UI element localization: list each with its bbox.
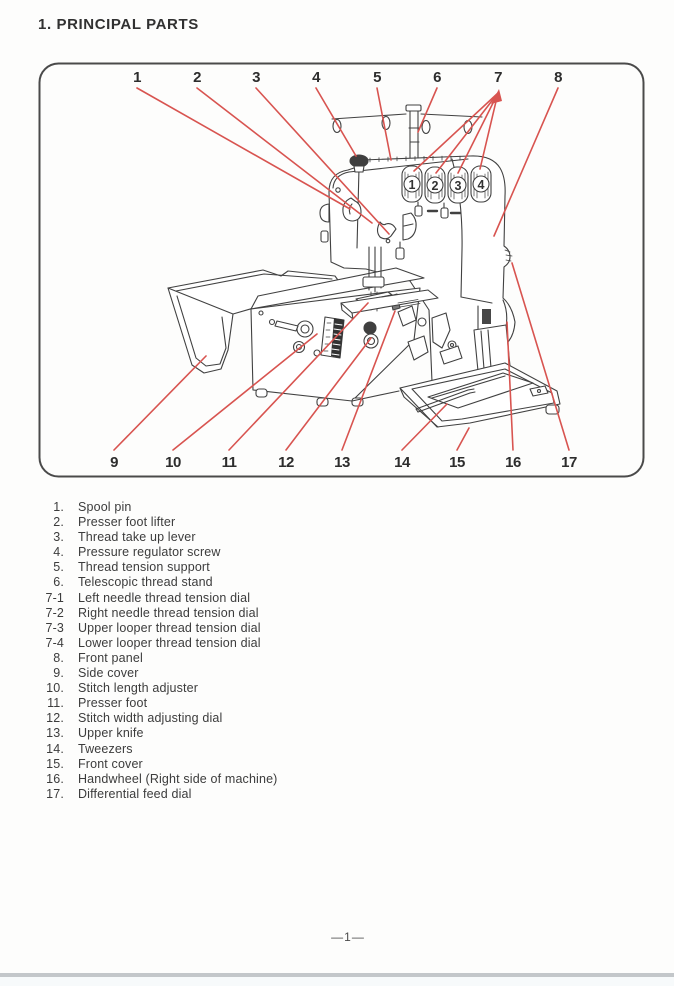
parts-list-item (38, 560, 458, 575)
callout-8: 8 (554, 69, 562, 86)
callout-4: 4 (312, 69, 320, 86)
part-label: Upper looper thread tension dial (78, 620, 261, 635)
part-number: 13. (46, 726, 64, 741)
callout-7: 7 (494, 69, 502, 86)
part-number: 16. (46, 771, 64, 786)
machine-illustration (168, 105, 560, 427)
dial-number-1: 1 (408, 178, 416, 192)
part-label: Differential feed dial (78, 786, 192, 801)
part-number: 7-2 (45, 605, 64, 620)
part-label: Telescopic thread stand (78, 575, 213, 590)
part-label: Presser foot lifter (78, 515, 176, 530)
parts-list-item (38, 575, 458, 590)
parts-list-item (38, 726, 458, 741)
parts-list-item (38, 591, 458, 606)
callout-16: 16 (505, 454, 521, 471)
body-slot (482, 309, 491, 324)
stitch-width-dial (364, 322, 376, 334)
parts-list-item (38, 787, 458, 802)
parts-list-item (38, 757, 458, 772)
part-number: 1. (53, 500, 64, 514)
callout-3: 3 (252, 69, 260, 86)
page-title: 1. PRINCIPAL PARTS (38, 16, 199, 33)
callout-9: 9 (110, 454, 118, 471)
parts-list-item (38, 530, 458, 545)
callout-5: 5 (373, 69, 381, 86)
part-label: Front cover (78, 756, 143, 771)
part-number: 2. (53, 515, 64, 530)
dial-number-4: 4 (477, 178, 485, 192)
arrowhead (491, 89, 502, 104)
part-label: Side cover (78, 666, 139, 681)
callout-6: 6 (433, 69, 441, 86)
callout-10: 10 (165, 454, 181, 471)
callout-14: 14 (394, 454, 410, 471)
part-number: 10. (46, 681, 64, 696)
callout-1: 1 (133, 69, 141, 86)
part-label: Stitch width adjusting dial (78, 711, 223, 726)
dial-number-3: 3 (454, 179, 462, 193)
parts-list-item (38, 772, 458, 787)
callout-2: 2 (193, 69, 201, 86)
page-bottom-margin (0, 977, 674, 986)
part-number: 12. (46, 711, 64, 726)
parts-list-item (38, 742, 458, 757)
thread-stand (332, 105, 482, 158)
part-label: Presser foot (78, 696, 148, 711)
parts-list-item (38, 636, 458, 651)
parts-list-item (38, 515, 458, 530)
part-label: Right needle thread tension dial (78, 605, 259, 620)
parts-list-item (38, 666, 458, 681)
part-number: 5. (53, 560, 64, 575)
part-label: Thread take up lever (78, 530, 196, 545)
part-number: 3. (53, 530, 64, 545)
part-number: 9. (53, 666, 64, 681)
part-number: 4. (53, 545, 64, 560)
part-label: Lower looper thread tension dial (78, 635, 261, 650)
page-number: —1— (331, 930, 365, 944)
part-number: 15. (46, 756, 64, 771)
part-label: Front panel (78, 650, 143, 665)
parts-list-item (38, 621, 458, 636)
part-number: 8. (53, 650, 64, 665)
part-label: Pressure regulator screw (78, 545, 221, 560)
part-number: 7-4 (45, 635, 64, 650)
part-number: 11. (47, 696, 64, 711)
callout-12: 12 (278, 454, 294, 471)
callout-17: 17 (561, 454, 577, 471)
callout-15: 15 (449, 454, 465, 471)
part-number: 17. (46, 786, 64, 801)
parts-list-item (38, 606, 458, 621)
part-label: Stitch length adjuster (78, 681, 199, 696)
part-label: Left needle thread tension dial (78, 590, 251, 605)
dial-number-2: 2 (431, 179, 439, 193)
part-number: 6. (53, 575, 64, 590)
part-number: 7-1 (45, 590, 64, 605)
part-label: Thread tension support (78, 560, 210, 575)
parts-list-item (38, 696, 458, 711)
part-number: 14. (46, 741, 64, 756)
parts-list-item (38, 545, 458, 560)
part-label: Spool pin (78, 500, 132, 514)
parts-list-item (38, 711, 458, 726)
callout-13: 13 (334, 454, 350, 471)
part-label: Handwheel (Right side of machine) (78, 771, 278, 786)
part-number: 7-3 (45, 620, 64, 635)
callout-11: 11 (221, 454, 237, 471)
parts-list-item (38, 651, 458, 666)
parts-list-item (38, 681, 458, 696)
parts-list (38, 500, 458, 802)
part-label: Tweezers (78, 741, 133, 756)
parts-list-item (38, 500, 458, 515)
part-label: Upper knife (78, 726, 144, 741)
